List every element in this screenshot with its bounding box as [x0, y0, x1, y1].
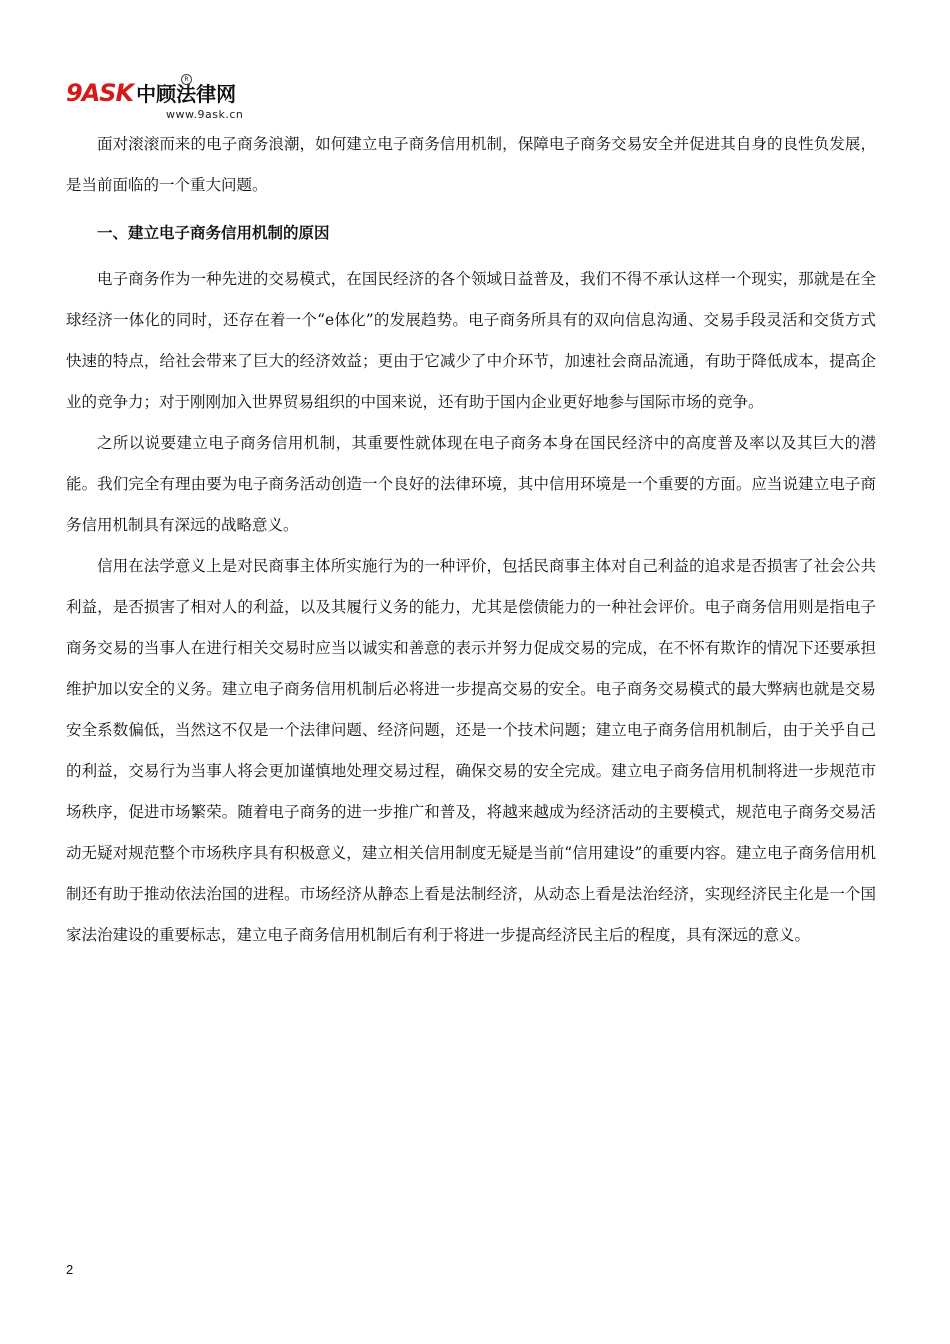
paragraph: 之所以说要建立电子商务信用机制，其重要性就体现在电子商务本身在国民经济中的高度普及率以及其巨大的潜能。我们完全有理由要为电子商务活动创造一个良好的法律环境，其中信用环境是一个重要的方面。应当说建立电子商务信用机制具有深远的战略意义。 — [66, 434, 876, 534]
registered-trademark-icon: R — [181, 74, 192, 85]
section-heading-1: 一、建立电子商务信用机制的原因 — [97, 223, 330, 242]
logo-wordmark — [66, 76, 236, 110]
site-logo — [66, 76, 256, 124]
paragraph: 电子商务作为一种先进的交易模式，在国民经济的各个领域日益普及，我们不得不承认这样一个现实，那就是在全球经济一体化的同时，还存在着一个“e体化”的发展趋势。电子商务所具有的双向信息沟通、交易手段灵活和交货方式快速的特点，给社会带来了巨大的经济效益；更由于它减少了中介环节，加速社会商品流通，有助于降低成本，提高企业的竞争力；对于刚刚加入世界贸易组织的中国来说，还有助于国内企业更好地参与国际市场的竞争。 — [66, 270, 876, 411]
logo-url: www.9ask.cn — [166, 108, 244, 121]
paragraph: 信用在法学意义上是对民商事主体所实施行为的一种评价，包括民商事主体对自己利益的追求是否损害了社会公共利益，是否损害了相对人的利益，以及其履行义务的能力，尤其是偿债能力的一种社会评价。电子商务信用则是指电子商务交易的当事人在进行相关交易时应当以诚实和善意的表示并努力促成交易的完成，在不怀有欺诈的情况下还要承担维护加以安全的义务。建立电子商务信用机制后必将进一步提高交易的安全。电子商务交易模式的最大弊病也就是交易安全系数偏低，当然这不仅是一个法律问题、经济问题，还是一个技术问题；建立电子商务信用机制后，由于关乎自己的利益，交易行为当事人将会更加谨慎地处理交易过程，确保交易的安全完成。建立电子商务信用机制将进一步规范市场秩序，促进市场繁荣。随着电子商务的进一步推广和普及，将越来越成为经济活动的主要模式，规范电子商务交易活动无疑对规范整个市场秩序具有积极意义，建立相关信用制度无疑是当前“信用建设”的重要内容。建立电子商务信用机制还有助于推动依法治国的进程。市场经济从静态上看是法制经济，从动态上看是法治经济，实现经济民主化是一个国家法治建设的重要标志，建立电子商务信用机制后有利于将进一步提高经济民主后的程度，具有深远的意义。 — [66, 557, 876, 944]
paragraph-intro: 面对滚滚而来的电子商务浪潮，如何建立电子商务信用机制，保障电子商务交易安全并促进其自身的良性负发展，是当前面临的一个重大问题。 — [66, 135, 876, 194]
logo-name: 中顾法律网 — [136, 82, 237, 106]
document-body — [66, 124, 876, 956]
page-number: 2 — [66, 1262, 74, 1277]
logo-mark: 9ASK — [66, 79, 134, 107]
